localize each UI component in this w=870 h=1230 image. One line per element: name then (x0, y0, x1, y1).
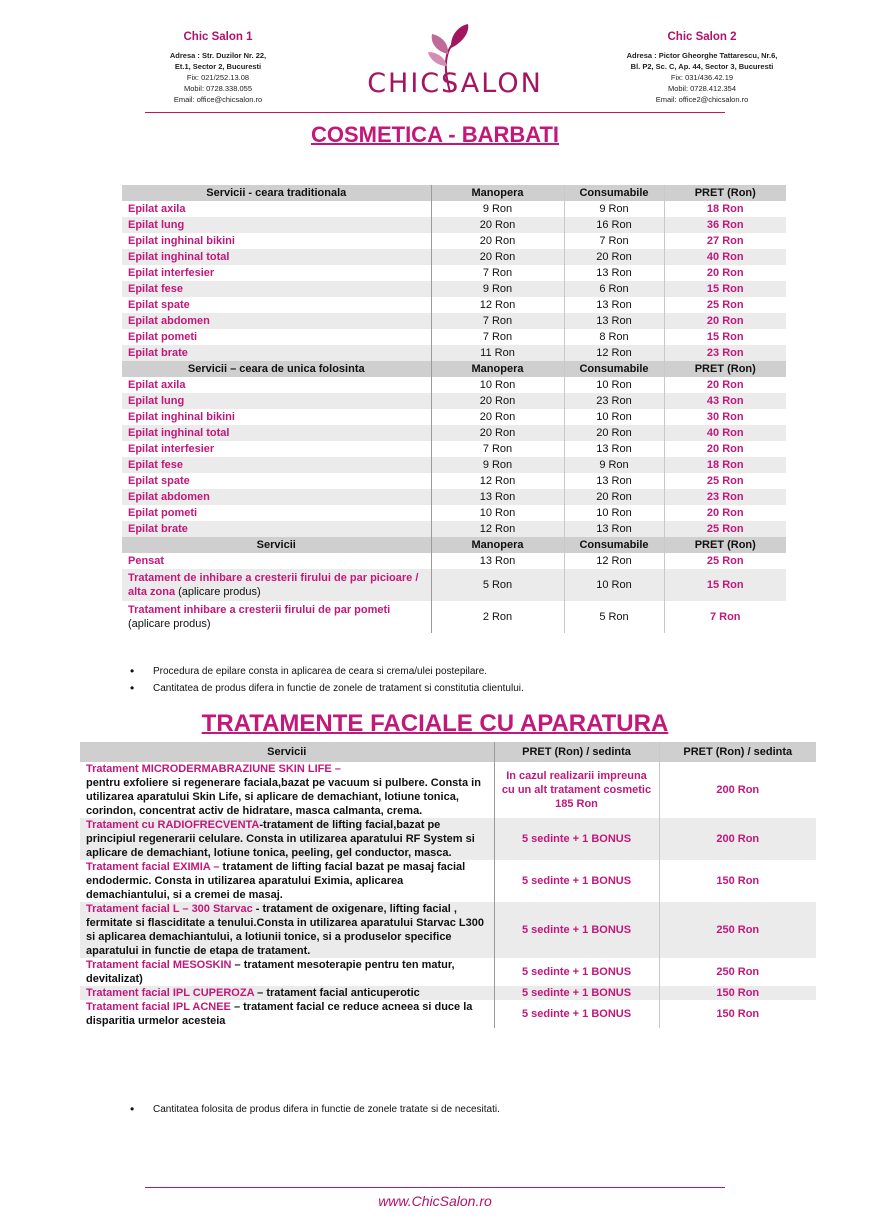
salon2-email: Email: office2@chicsalon.ro (655, 95, 749, 104)
manopera-cell: 10 Ron (431, 377, 564, 393)
consumabile-cell: 10 Ron (564, 409, 664, 425)
consumabile-cell: 20 Ron (564, 425, 664, 441)
logo-wordmark: CHICSALON (367, 68, 543, 99)
table-header-row (122, 537, 786, 553)
consumabile-cell: 20 Ron (564, 249, 664, 265)
treatment-details: -tratament de lifting facial,bazat pe principiul regenerarii celulare. Consta in utilizarea aparatului RF System si aplicare de demachiant, lotiune tonica, peeling, gel conductor, masca. (86, 819, 475, 859)
service-name: Epilat interfesier (122, 441, 431, 457)
column-header: PRET (Ron) (664, 185, 786, 201)
treatment-details: – tratament facial anticuperotic (254, 987, 420, 999)
manopera-cell: 20 Ron (431, 249, 564, 265)
price-cell: 20 Ron (706, 507, 744, 519)
section2-notes (130, 1101, 500, 1118)
table-row (122, 489, 786, 505)
column-header: Consumabile (564, 361, 664, 377)
manopera-cell: 12 Ron (431, 473, 564, 489)
service-name: Pensat (122, 553, 431, 569)
service-name: Epilat brate (122, 521, 431, 537)
price-cell: 23 Ron (664, 489, 786, 505)
table-row (122, 601, 786, 633)
service-name: Epilat pometi (122, 329, 431, 345)
price-cell: 25 Ron (706, 475, 744, 487)
treatment-details: tratament de lifting facial bazat pe masaj facial endodermic. Consta in utilizarea aparatului Eximia, aplicarea demachiantului, si a cremei de masaj. (86, 861, 466, 901)
table-row (122, 217, 786, 233)
service-name-highlight: Tratament de inhibare a cresterii firului de par picioare / alta zona (128, 572, 419, 598)
table-row (122, 265, 786, 281)
service-name (122, 601, 431, 633)
service-name: Epilat inghinal bikini (122, 233, 431, 249)
service-name: Epilat abdomen (122, 489, 431, 505)
consumabile-cell: 13 Ron (564, 473, 664, 489)
table-row (122, 329, 786, 345)
table-row (80, 1000, 816, 1028)
treatment-details: – tratament facial ce reduce acneea si duce la disparitia urmelor acesteia (86, 1001, 473, 1027)
cosmetica-price-table (122, 185, 786, 633)
table-row (122, 201, 786, 217)
website-link[interactable]: www.ChicSalon.ro (378, 1193, 492, 1209)
service-name (122, 569, 431, 601)
service-name: Epilat spate (122, 473, 431, 489)
price-cell: 20 Ron (706, 379, 744, 391)
consumabile-cell: 16 Ron (564, 217, 664, 233)
table-row (122, 473, 786, 489)
salon2-phone: Fix: 031/436.42.19 (670, 73, 734, 82)
table-row (122, 569, 786, 601)
package-offer: 5 sedinte + 1 BONUS (494, 986, 659, 1000)
treatment-description (80, 762, 494, 818)
treatment-details: - tratament de oxigenare, lifting facial , fermitate si flasciditate a tenului.Consta in utilizarea aparatului Starvac L300 si aplicarea demachiantului, a lotiunii tonice, si a produselor specifice aparatului in functie de etapa de tratament. (86, 903, 484, 957)
treatment-description (80, 1000, 494, 1028)
price-cell: 40 Ron (664, 425, 786, 441)
table-row (122, 441, 786, 457)
treatment-name: Tratament cu RADIOFRECVENTA (86, 819, 260, 831)
footer-divider (145, 1187, 725, 1188)
price-cell: 20 Ron (706, 267, 744, 279)
price-cell: 43 Ron (664, 393, 786, 409)
consumabile-cell: 6 Ron (564, 281, 664, 297)
table-row (122, 233, 786, 249)
package-offer: 5 sedinte + 1 BONUS (494, 958, 659, 986)
table-row (80, 818, 816, 860)
consumabile-cell: 5 Ron (564, 601, 664, 633)
consumabile-cell: 13 Ron (564, 313, 664, 329)
note-item: • Procedura de epilare consta in aplicarea de ceara si crema/ulei postepilare. (130, 663, 524, 680)
manopera-cell: 9 Ron (431, 201, 564, 217)
header-divider (145, 112, 725, 113)
table-row (122, 393, 786, 409)
table-row (122, 281, 786, 297)
treatment-details: pentru exfoliere si regenerare faciala,bazat pe vacuum si pulbere. Consta in utilizarea aparatului Skin Life, si aplicare de demachiant, lotiune tonica, corindon, concentrat activ de hidratare, masca calmanta, crema. (86, 777, 481, 817)
section1-title: COSMETICA - BARBATI (310, 122, 560, 147)
price-cell: 150 Ron (659, 986, 816, 1000)
service-name-note: (aplicare produs) (175, 586, 261, 598)
treatment-details: – tratament mesoterapie pentru ten matur, devitalizat) (86, 959, 455, 985)
consumabile-cell: 13 Ron (564, 265, 664, 281)
group-header: Servicii (122, 537, 431, 553)
consumabile-cell: 8 Ron (564, 329, 664, 345)
table-row (122, 505, 786, 521)
price-cell: 15 Ron (664, 281, 786, 297)
price-cell: 20 Ron (706, 443, 744, 455)
salon2-address-line2: Bl. P2, Sc. C, Ap. 44, Sector 3, Bucuresti (630, 62, 774, 71)
price-cell: 200 Ron (716, 784, 760, 796)
table-row (122, 377, 786, 393)
service-name: Epilat fese (122, 457, 431, 473)
chicsalon-logo (350, 22, 560, 102)
price-cell: 25 Ron (664, 521, 786, 537)
price-cell: 7 Ron (709, 611, 741, 623)
column-header: Consumabile (564, 185, 664, 201)
price-cell: 20 Ron (664, 313, 786, 329)
column-header: Manopera (431, 537, 564, 553)
service-name-note: (aplicare produs) (128, 618, 211, 630)
price-cell: 18 Ron (664, 457, 786, 473)
price-cell: 36 Ron (664, 217, 786, 233)
salon1-contact (103, 30, 333, 105)
treatment-description (80, 986, 494, 1000)
salon1-address-line2: Et.1, Sector 2, Bucuresti (174, 62, 262, 71)
service-name: Epilat lung (122, 217, 431, 233)
table-row (122, 345, 786, 361)
manopera-cell: 7 Ron (431, 441, 564, 457)
manopera-cell: 12 Ron (431, 297, 564, 313)
service-name: Epilat fese (122, 281, 431, 297)
service-name: Epilat brate (122, 345, 431, 361)
service-name: Epilat abdomen (122, 313, 431, 329)
manopera-cell: 20 Ron (431, 217, 564, 233)
manopera-cell: 12 Ron (431, 521, 564, 537)
treatment-name: Tratament facial IPL CUPEROZA (86, 987, 255, 999)
price-cell: 30 Ron (706, 411, 744, 423)
table-row (122, 249, 786, 265)
treatment-name: Tratament MICRODERMABRAZIUNE SKIN LIFE – (86, 763, 341, 775)
table-row (122, 409, 786, 425)
manopera-cell: 13 Ron (431, 553, 564, 569)
table-row (122, 521, 786, 537)
manopera-cell: 9 Ron (431, 281, 564, 297)
manopera-cell: 7 Ron (431, 329, 564, 345)
manopera-cell: 20 Ron (431, 409, 564, 425)
consumabile-cell: 9 Ron (564, 201, 664, 217)
salon2-contact (587, 30, 817, 105)
column-header: Manopera (431, 185, 564, 201)
price-cell: 250 Ron (659, 902, 816, 958)
salon1-name: Chic Salon 1 (183, 31, 253, 43)
package-offer: In cazul realizarii impreuna cu un alt tratament cosmetic 185 Ron (494, 762, 659, 818)
treatment-description (80, 958, 494, 986)
manopera-cell: 7 Ron (431, 265, 564, 281)
price-cell: 27 Ron (706, 235, 744, 247)
consumabile-cell: 20 Ron (564, 489, 664, 505)
package-offer: 5 sedinte + 1 BONUS (494, 860, 659, 902)
manopera-cell: 10 Ron (431, 505, 564, 521)
consumabile-cell: 10 Ron (564, 569, 664, 601)
consumabile-cell: 9 Ron (564, 457, 664, 473)
table-row (80, 958, 816, 986)
salon1-address-line1: Adresa : Str. Duzilor Nr. 22, (169, 51, 267, 60)
service-name: Epilat interfesier (122, 265, 431, 281)
price-cell: 23 Ron (664, 345, 786, 361)
table-header-row (122, 361, 786, 377)
column-header: PRET (Ron) (664, 537, 786, 553)
service-name: Epilat spate (122, 297, 431, 313)
column-header: Manopera (431, 361, 564, 377)
consumabile-cell: 13 Ron (564, 521, 664, 537)
table-row (80, 902, 816, 958)
facial-treatments-table (80, 742, 816, 1028)
treatment-name: Tratament facial IPL ACNEE (86, 1001, 231, 1013)
column-header: PRET (Ron) / sedinta (659, 742, 816, 762)
table-row (122, 313, 786, 329)
consumabile-cell: 23 Ron (564, 393, 664, 409)
table-row (80, 860, 816, 902)
package-offer: 5 sedinte + 1 BONUS (494, 1000, 659, 1028)
salon1-phone: Fix: 021/252.13.08 (186, 73, 250, 82)
salon2-mobile: Mobil: 0728.412.354 (668, 84, 736, 93)
price-cell: 25 Ron (706, 555, 744, 567)
table-row (80, 762, 816, 818)
manopera-cell: 20 Ron (431, 425, 564, 441)
manopera-cell: 7 Ron (431, 313, 564, 329)
table-row (122, 553, 786, 569)
table-header-row (80, 742, 816, 762)
manopera-cell: 11 Ron (431, 345, 564, 361)
table-row (80, 986, 816, 1000)
manopera-cell: 20 Ron (431, 233, 564, 249)
consumabile-cell: 7 Ron (564, 233, 664, 249)
price-cell: 200 Ron (659, 818, 816, 860)
manopera-cell: 5 Ron (431, 569, 564, 601)
consumabile-cell: 12 Ron (564, 553, 664, 569)
note-item: • Cantitatea de produs difera in functie de zonele de tratament si constitutia clientului. (130, 680, 524, 697)
service-name: Epilat axila (122, 201, 431, 217)
service-name: Epilat axila (122, 377, 431, 393)
treatment-description (80, 860, 494, 902)
manopera-cell: 20 Ron (431, 393, 564, 409)
consumabile-cell: 12 Ron (564, 345, 664, 361)
salon1-mobile: Mobil: 0728.338.055 (184, 84, 252, 93)
price-cell: 150 Ron (716, 875, 760, 887)
treatment-name: Tratament facial L – 300 Starvac (86, 903, 253, 915)
salon2-name: Chic Salon 2 (667, 31, 737, 43)
table-row (122, 297, 786, 313)
service-name: Epilat inghinal total (122, 249, 431, 265)
price-cell: 25 Ron (706, 299, 744, 311)
manopera-cell: 2 Ron (431, 601, 564, 633)
column-header: Consumabile (564, 537, 664, 553)
service-name: Epilat inghinal total (122, 425, 431, 441)
salon2-address-line1: Adresa : Pictor Gheorghe Tattarescu, Nr.6, (626, 51, 778, 60)
column-header: PRET (Ron) / sedinta (494, 742, 659, 762)
consumabile-cell: 10 Ron (564, 377, 664, 393)
price-cell: 40 Ron (664, 249, 786, 265)
treatment-name: Tratament facial EXIMIA – (86, 861, 220, 873)
section1-notes (130, 663, 524, 697)
service-name: Epilat pometi (122, 505, 431, 521)
consumabile-cell: 13 Ron (564, 297, 664, 313)
manopera-cell: 13 Ron (431, 489, 564, 505)
treatment-description (80, 818, 494, 860)
treatment-name: Tratament facial MESOSKIN (86, 959, 232, 971)
price-cell: 15 Ron (706, 331, 744, 343)
table-row (122, 425, 786, 441)
service-name: Epilat lung (122, 393, 431, 409)
price-cell: 250 Ron (716, 966, 760, 978)
group-header: Servicii – ceara de unica folosinta (122, 361, 431, 377)
service-name: Epilat inghinal bikini (122, 409, 431, 425)
service-name-highlight: Tratament inhibare a cresterii firului de par pometi (128, 604, 391, 616)
note-item: • Cantitatea folosita de produs difera in functie de zonele tratate si de necesitati. (130, 1101, 500, 1118)
price-cell: 18 Ron (706, 203, 744, 215)
section2-title: TRATAMENTE FACIALE CU APARATURA (201, 710, 669, 737)
treatment-description (80, 902, 494, 958)
column-header: Servicii (80, 742, 494, 762)
package-offer: 5 sedinte + 1 BONUS (494, 818, 659, 860)
price-cell: 150 Ron (716, 1008, 760, 1020)
table-row (122, 457, 786, 473)
consumabile-cell: 10 Ron (564, 505, 664, 521)
salon1-email: Email: office@chicsalon.ro (173, 95, 263, 104)
consumabile-cell: 13 Ron (564, 441, 664, 457)
manopera-cell: 9 Ron (431, 457, 564, 473)
group-header: Servicii - ceara traditionala (122, 185, 431, 201)
package-offer: 5 sedinte + 1 BONUS (494, 902, 659, 958)
table-header-row (122, 185, 786, 201)
column-header: PRET (Ron) (664, 361, 786, 377)
price-cell: 15 Ron (664, 569, 786, 601)
